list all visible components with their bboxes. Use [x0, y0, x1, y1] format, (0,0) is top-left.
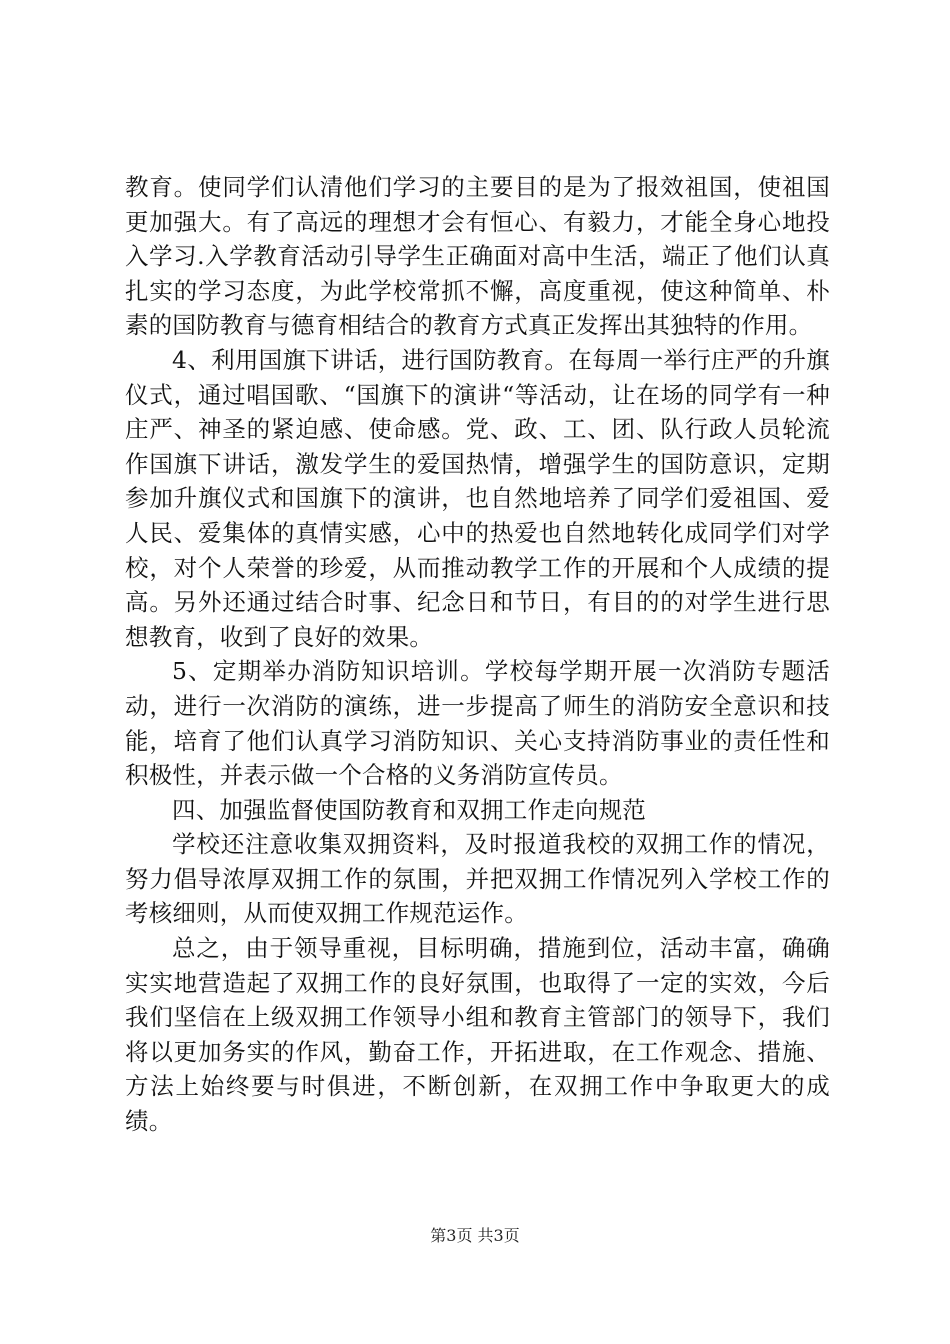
paragraph-archive: 学校还注意收集双拥资料，及时报道我校的双拥工作的情况，努力倡导浓厚双拥工作的氛围，并把双拥工作情况列入学校工作的考核细则，从而使双拥工作规范运作。 — [125, 830, 830, 928]
page-footer: 第3页 共3页 — [430, 1226, 520, 1245]
paragraph-summary: 总之，由于领导重视，目标明确，措施到位，活动丰富，确确实实地营造起了双拥工作的良好氛围，也取得了一定的实效，今后我们坚信在上级双拥工作领导小组和教育主管部门的领导下，我们将以更加务实的作风，勤奋工作，开拓进取，在工作观念、措施、方法上始终要与时俱进，不断创新，在双拥工作中争取更大的成绩。 — [125, 934, 830, 1136]
paragraph-item-4: 4、利用国旗下讲话，进行国防教育。在每周一举行庄严的升旗仪式，通过唱国歌、“国旗下的演讲“等活动，让在场的同学有一种庄严、神圣的紧迫感、使命感。党、政、工、团、队行政人员轮流作国旗下讲话，激发学生的爱国热情，增强学生的国防意识，定期参加升旗仪式和国旗下的演讲，也自然地培养了同学们爱祖国、爱人民、爱集体的真情实感，心中的热爱也自然地转化成同学们对学校，对个人荣誉的珍爱，从而推动教学工作的开展和个人成绩的提高。另外还通过结合时事、纪念日和节日，有目的的对学生进行思想教育，收到了良好的效果。 — [125, 345, 830, 651]
paragraph-continuation: 教育。使同学们认清他们学习的主要目的是为了报效祖国，使祖国更加强大。有了高远的理想才会有恒心、有毅力，才能全身心地投入学习.入学教育活动引导学生正确面对高中生活，端正了他们认真扎实的学习态度，为此学校常抓不懈，高度重视，使这种简单、朴素的国防教育与德育相结合的教育方式真正发挥出其独特的作用。 — [125, 173, 830, 340]
paragraph-item-5: 5、定期举办消防知识培训。学校每学期开展一次消防专题活动，进行一次消防的演练，进一步提高了师生的消防安全意识和技能，培育了他们认真学习消防知识、关心支持消防事业的责任性和积极性，并表示做一个合格的义务消防宣传员。 — [125, 657, 830, 790]
section-heading-4: 四、加强监督使国防教育和双拥工作走向规范 — [172, 795, 646, 824]
document-body — [125, 170, 830, 1139]
